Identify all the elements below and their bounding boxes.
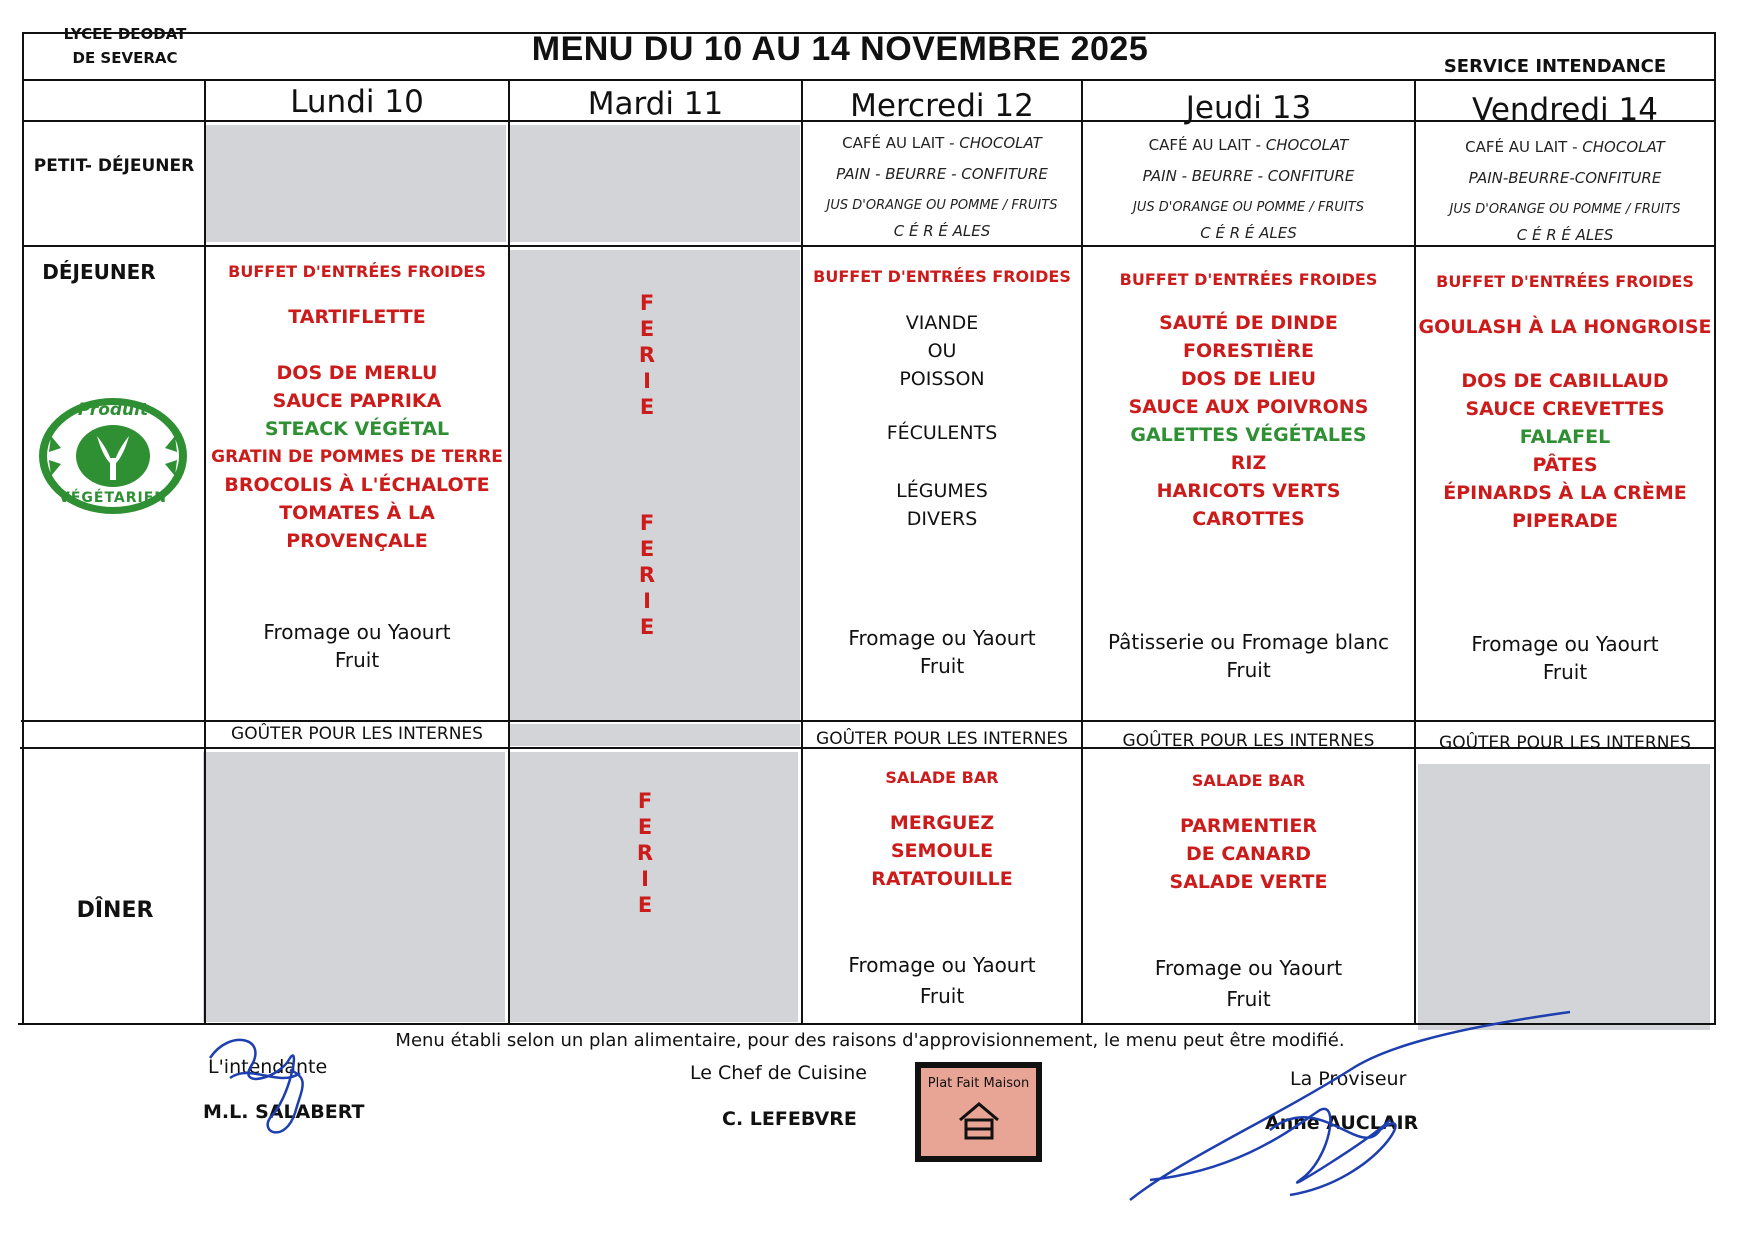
breakfast-cereals: C É R É ALES <box>893 222 991 240</box>
lunch-item: LÉGUMES <box>896 480 988 502</box>
dish: HARICOTS VERTS <box>1156 480 1341 502</box>
chef-title: Le Chef de Cuisine <box>690 1062 867 1084</box>
chef-name: C. LEFEBVRE <box>722 1108 857 1130</box>
buffet-label: BUFFET D'ENTRÉES FROIDES <box>1436 272 1694 291</box>
vegetarian-logo-bottom: VÉGÉTARIEN <box>58 490 168 506</box>
day-header-fri: Vendredi 14 <box>1472 92 1658 128</box>
shaded-cell-mon-breakfast <box>206 125 506 242</box>
dish: ÉPINARDS À LA CRÈME <box>1443 482 1687 504</box>
ferie-lunch-bottom <box>637 510 657 640</box>
dish: DE CANARD <box>1185 843 1312 865</box>
dish: FORESTIÈRE <box>1182 340 1315 362</box>
lunch-wed-end <box>803 624 1081 680</box>
table-line-header <box>23 79 1716 81</box>
breakfast-line <box>1149 130 1349 161</box>
lunch-item: DIVERS <box>906 508 978 530</box>
page-title: MENU DU 10 AU 14 NOVEMBRE 2025 <box>531 30 1149 68</box>
shaded-cell-mon-dinner <box>203 752 505 1022</box>
day-header-tue: Mardi 11 <box>587 86 724 122</box>
cheese-yogurt: Fromage ou Yaourt <box>263 620 451 644</box>
lunch-thu-end <box>1083 628 1414 684</box>
dish: CAROTTES <box>1192 508 1305 530</box>
lunch-item: VIANDE <box>905 312 979 334</box>
dish: GRATIN DE POMMES DE TERRE <box>211 447 503 467</box>
dish: GOULASH À LA HONGROISE <box>1418 316 1712 338</box>
breakfast-thu <box>1083 130 1414 243</box>
fruit: Fruit <box>1542 660 1588 684</box>
lunch-item: FÉCULENTS <box>886 422 998 444</box>
lunch-thu <box>1083 270 1414 533</box>
dinner-wed-end <box>803 950 1081 1012</box>
day-header-wed: Mercredi 12 <box>850 88 1034 124</box>
breakfast-coffee: CAFÉ AU LAIT - <box>842 134 960 152</box>
ferie-letter: E <box>639 615 655 639</box>
dish: SALADE VERTE <box>1169 871 1328 893</box>
day-header-thu: Jeudi 13 <box>1185 90 1312 126</box>
fruit: Fruit <box>1226 658 1271 682</box>
row-label-dinner: DÎNER <box>76 898 154 923</box>
salad-bar: SALADE BAR <box>885 768 999 787</box>
breakfast-juice: JUS D'ORANGE OU POMME / FRUITS <box>826 198 1058 213</box>
intendante-name: M.L. SALABERT <box>203 1101 365 1123</box>
shaded-cell-fri-dinner <box>1418 764 1710 1030</box>
breakfast-chocolate: CHOCOLAT <box>1265 136 1349 154</box>
cheese-yogurt: Fromage ou Yaourt <box>848 626 1036 650</box>
ferie-letter: E <box>639 395 655 419</box>
ferie-letter: I <box>643 369 651 393</box>
service-label: SERVICE INTENDANCE <box>1443 56 1667 77</box>
table-border-left <box>22 32 24 1025</box>
dish: BROCOLIS À L'ÉCHALOTE <box>224 474 490 496</box>
dish: SAUCE CREVETTES <box>1465 398 1665 420</box>
dish: DOS DE LIEU <box>1180 368 1317 390</box>
breakfast-cereals: C É R É ALES <box>1200 224 1297 242</box>
gouter-fri: GOÛTER POUR LES INTERNES <box>1439 733 1691 753</box>
shaded-cell-tue-breakfast <box>510 125 800 242</box>
dish: RIZ <box>1230 452 1267 474</box>
dish: SAUCE PAPRIKA <box>272 390 442 412</box>
table-border-right <box>1714 32 1716 1025</box>
proviseur-name: Anne AUCLAIR <box>1265 1112 1419 1134</box>
cheese-yogurt: Fromage ou Yaourt <box>1471 632 1659 656</box>
lunch-fri-end <box>1416 630 1714 686</box>
dinner-thu <box>1083 771 1414 896</box>
fruit: Fruit <box>919 984 965 1008</box>
breakfast-bread: PAIN - BEURRE - CONFITURE <box>836 165 1048 183</box>
ferie-letter: R <box>638 563 656 587</box>
ferie-dinner <box>635 788 655 918</box>
breakfast-coffee: CAFÉ AU LAIT - <box>1148 136 1266 154</box>
lunch-item: OU <box>927 340 957 362</box>
breakfast-bread: PAIN - BEURRE - CONFITURE <box>1142 167 1355 185</box>
dish: PIPERADE <box>1512 510 1618 532</box>
dish: TARTIFLETTE <box>288 306 426 328</box>
lunch-mon <box>206 262 508 555</box>
stamp-text: Plat Fait Maison <box>927 1076 1030 1091</box>
dinner-thu-end <box>1083 953 1414 1015</box>
breakfast-wed <box>803 128 1081 241</box>
dish: PARMENTIER <box>1180 815 1317 837</box>
breakfast-juice: JUS D'ORANGE OU POMME / FRUITS <box>1449 202 1681 217</box>
lunch-mon-end <box>206 618 508 674</box>
table-line-lunch <box>21 720 1716 722</box>
footer-note: Menu établi selon un plan alimentaire, pour des raisons d'approvisionnement, le menu peut être modifié. <box>395 1030 1345 1051</box>
shaded-cell-tue-gouter <box>510 724 800 746</box>
gouter-thu: GOÛTER POUR LES INTERNES <box>1122 731 1375 751</box>
school-line1: LYCEE DEODAT <box>63 25 187 43</box>
breakfast-coffee: CAFÉ AU LAIT - <box>1465 138 1583 156</box>
salad-bar: SALADE BAR <box>1191 771 1306 790</box>
lunch-fri <box>1416 272 1714 535</box>
dish: PÂTES <box>1532 454 1598 476</box>
intendante-signature-icon <box>190 1018 350 1150</box>
dish: TOMATES À LA PROVENÇALE <box>279 502 435 552</box>
breakfast-cereals: C É R É ALES <box>1516 226 1614 244</box>
dish: MERGUEZ <box>889 812 995 834</box>
fruit: Fruit <box>1226 987 1271 1011</box>
breakfast-fri <box>1416 132 1714 245</box>
breakfast-chocolate: CHOCOLAT <box>1582 138 1665 156</box>
house-icon <box>956 1098 1002 1144</box>
vegetarian-logo <box>37 396 189 516</box>
gouter-wed: GOÛTER POUR LES INTERNES <box>816 729 1068 749</box>
col-line-2 <box>508 79 510 1025</box>
school-name <box>40 22 210 70</box>
ferie-letter: F <box>637 789 653 813</box>
school-line2: DE SEVERAC <box>72 49 178 67</box>
ferie-letter: E <box>637 815 653 839</box>
day-header-mon: Lundi 10 <box>290 84 424 120</box>
row-label-lunch: DÉJEUNER <box>42 260 156 284</box>
dish: RATATOUILLE <box>871 868 1013 890</box>
ferie-letter: E <box>639 537 655 561</box>
dish-vegetarian: GALETTES VÉGÉTALES <box>1130 424 1367 446</box>
ferie-letter: F <box>639 511 655 535</box>
dish: SAUCE AUX POIVRONS <box>1128 396 1369 418</box>
plat-fait-maison-stamp <box>915 1062 1042 1162</box>
ferie-letter: I <box>643 589 651 613</box>
ferie-letter: R <box>636 841 654 865</box>
fruit: Fruit <box>919 654 965 678</box>
buffet-label: BUFFET D'ENTRÉES FROIDES <box>228 262 486 281</box>
ferie-letter: I <box>641 867 649 891</box>
breakfast-line <box>1465 132 1665 163</box>
buffet-label: BUFFET D'ENTRÉES FROIDES <box>813 267 1071 286</box>
breakfast-bread: PAIN-BEURRE-CONFITURE <box>1468 169 1662 187</box>
ferie-letter: E <box>639 317 655 341</box>
dessert-choice: Pâtisserie ou Fromage blanc <box>1107 630 1389 654</box>
dish: SEMOULE <box>890 840 994 862</box>
dish: SAUTÉ DE DINDE <box>1159 312 1338 334</box>
dish: DOS DE CABILLAUD <box>1461 370 1669 392</box>
gouter-mon: GOÛTER POUR LES INTERNES <box>231 724 483 744</box>
buffet-label: BUFFET D'ENTRÉES FROIDES <box>1119 270 1378 289</box>
stamp-inner <box>921 1068 1036 1156</box>
proviseur-signature-icon <box>1120 1010 1580 1205</box>
lunch-item: POISSON <box>899 368 985 390</box>
ferie-lunch-top <box>637 290 657 420</box>
breakfast-chocolate: CHOCOLAT <box>959 134 1042 152</box>
dish-vegetarian: FALAFEL <box>1519 426 1611 448</box>
proviseur-title: La Proviseur <box>1290 1068 1407 1090</box>
breakfast-juice: JUS D'ORANGE OU POMME / FRUITS <box>1133 200 1364 215</box>
dish-vegetarian: STEACK VÉGÉTAL <box>264 418 450 440</box>
breakfast-line <box>842 128 1042 159</box>
ferie-letter: F <box>639 291 655 315</box>
table-line-breakfast <box>23 245 1716 247</box>
lunch-wed <box>803 267 1081 533</box>
cheese-yogurt: Fromage ou Yaourt <box>1154 956 1343 980</box>
dinner-wed <box>803 768 1081 893</box>
intendante-title: L'intendante <box>208 1056 328 1078</box>
cheese-yogurt: Fromage ou Yaourt <box>848 953 1036 977</box>
ferie-letter: E <box>637 893 653 917</box>
dish: DOS DE MERLU <box>276 362 438 384</box>
ferie-letter: R <box>638 343 656 367</box>
fruit: Fruit <box>334 648 380 672</box>
vegetarian-logo-top: Produit <box>77 400 149 420</box>
row-label-breakfast: PETIT- DÉJEUNER <box>33 156 195 176</box>
